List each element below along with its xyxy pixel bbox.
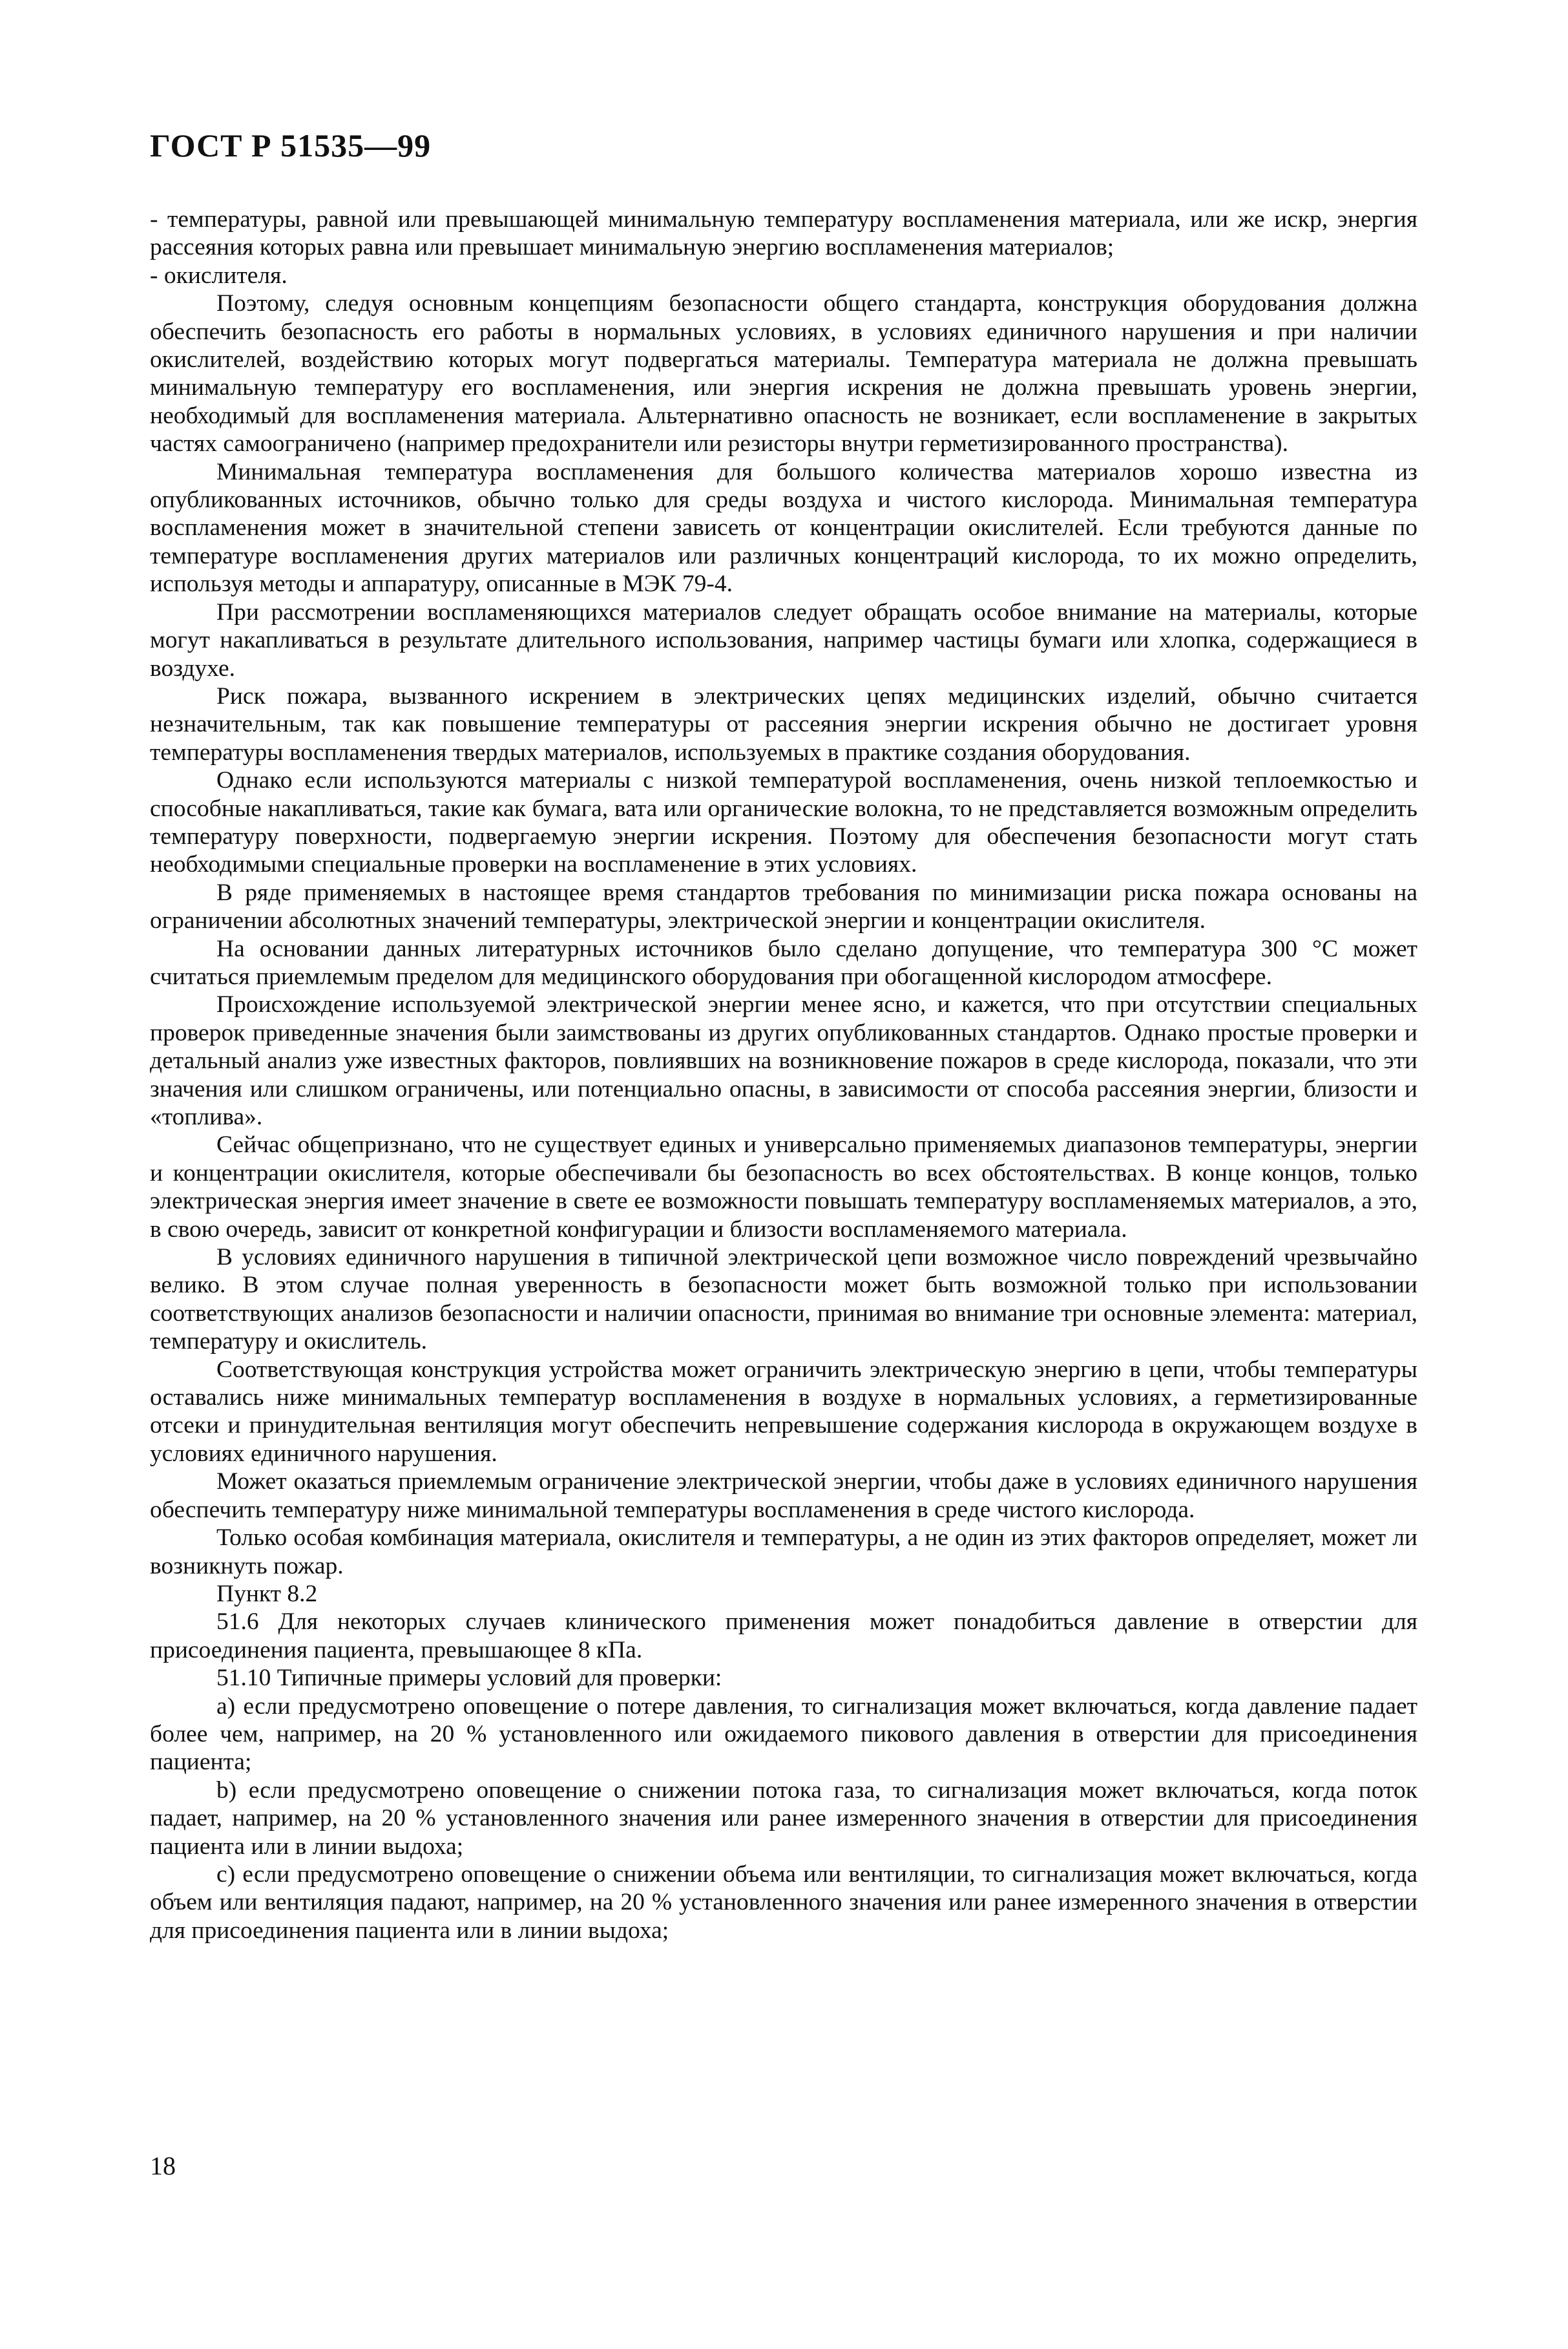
list-item-b: b) если предусмотрено оповещение о снижении потока газа, то сигнализация может включаться, когда поток падает, например, на 20 % установленного значения или ранее измеренного значения в отверстии для присоединения пациента или в линии выдоха; [150, 1776, 1417, 1860]
paragraph-oxidizer-item: - окислителя. [150, 262, 287, 289]
paragraph: В условиях единичного нарушения в типичной электрической цепи возможное число повреждений чрезвычайно велико. В этом случае полная уверенность в безопасности может быть возможной только при использовании соответствующих анализов безопасности и наличии опасности, принимая во внимание три основные элемента: материал, температуру и окислитель. [150, 1244, 1417, 1355]
section-reference: Пункт 8.2 [216, 1580, 318, 1607]
paragraph: Сейчас общепризнано, что не существует единых и универсально применяемых диапазонов температуры, энергии и концентрации окислителя, которые обеспечивали бы безопасность во всех обстоятельствах. В конце концов, только электрическая энергия имеет значение в свете ее возможности повышать температуру воспламеняемых материалов, а это, в свою очередь, зависит от конкретной конфигурации и близости воспламеняемого материала. [150, 1132, 1417, 1243]
paragraph: Риск пожара, вызванного искрением в электрических цепях медицинских изделий, обычно считается незначительным, так как повышение температуры от рассеяния энергии искрения обычно не достигает уровня температуры воспламенения твердых материалов, используемых в практике создания оборудования. [150, 682, 1417, 766]
paragraph: Минимальная температура воспламенения для большого количества материалов хорошо известна из опубликованных источников, обычно только для среды воздуха и чистого кислорода. Минимальная температура воспламенения может в значительной степени зависеть от концентрации окислителей. Если требуются данные по температуре воспламенения других материалов или различных концентраций кислорода, то их можно определить, используя методы и аппаратуру, описанные в МЭК 79-4. [150, 458, 1417, 598]
paragraph: Происхождение используемой электрической энергии менее ясно, и кажется, что при отсутствии специальных проверок приведенные значения были заимствованы из других опубликованных стандартов. Однако простые проверки и детальный анализ уже известных факторов, повлиявших на возникновение пожаров в среде кислорода, показали, что эти значения или слишком ограничены, или потенциально опасны, в зависимости от способа рассеяния энергии, близости и «топлива». [150, 991, 1417, 1130]
paragraph: Только особая комбинация материала, окислителя и температуры, а не один из этих факторов определяет, может ли возникнуть пожар. [150, 1524, 1417, 1579]
list-item-a: а) если предусмотрено оповещение о потере давления, то сигнализация может включаться, когда давление падает более чем, например, на 20 % установленного или ожидаемого пикового давления в отверстии для присоединения пациента; [150, 1692, 1417, 1776]
clause-51-10: 51.10 Типичные примеры условий для проверки: [216, 1665, 722, 1692]
paragraph: Может оказаться приемлемым ограничение электрической энергии, чтобы даже в условиях единичного нарушения обеспечить температуру ниже минимальной температуры воспламенения в среде чистого кислорода. [150, 1468, 1417, 1523]
paragraph: Однако если используются материалы с низкой температурой воспламенения, очень низкой теплоемкостью и способные накапливаться, такие как бумага, вата или органические волокна, то не представляется возможным определить температуру поверхности, подвергаемую энергии искрения. Поэтому для обеспечения безопасности могут стать необходимыми специальные проверки на воспламенение в этих условиях. [150, 767, 1417, 878]
document-body [150, 205, 1417, 1944]
paragraph: Соответствующая конструкция устройства может ограничить электрическую энергию в цепи, чтобы температуры оставались ниже минимальных температур воспламенения в воздухе в нормальных условиях, а герметизированные отсеки и принудительная вентиляция могут обеспечить непревышение содержания кислорода в окружающем воздухе в условиях единичного нарушения. [150, 1356, 1417, 1467]
paragraph: На основании данных литературных источников было сделано допущение, что температура 300 °С может считаться приемлемым пределом для медицинского оборудования при обогащенной кислородом атмосфере. [150, 935, 1417, 990]
clause-51-6: 51.6 Для некоторых случаев клинического применения может понадобиться давление в отверстии для присоединения пациента, превышающее 8 кПа. [150, 1608, 1417, 1663]
list-item-c: с) если предусмотрено оповещение о снижении объема или вентиляции, то сигнализация может включаться, когда объем или вентиляция падают, например, на 20 % установленного значения или ранее измеренного значения в отверстии для присоединения пациента или в линии выдоха; [150, 1860, 1417, 1944]
paragraph: Поэтому, следуя основным концепциям безопасности общего стандарта, конструкция оборудования должна обеспечить безопасность его работы в нормальных условиях, в условиях единичного нарушения и при наличии окислителей, воздействию которых могут подвергаться материалы. Температура материала не должна превышать минимальную температуру его воспламенения, или энергия искрения не должна превышать уровень энергии, необходимый для воспламенения материала. Альтернативно опасность не возникает, если воспламенение в закрытых частях самоограничено (например предохранители или резисторы внутри герметизированного пространства). [150, 290, 1417, 458]
page-number: 18 [150, 2151, 176, 2180]
paragraph: В ряде применяемых в настоящее время стандартов требования по минимизации риска пожара основаны на ограничении абсолютных значений температуры, электрической энергии и концентрации окислителя. [150, 879, 1417, 934]
paragraph-temperature-item: - температуры, равной или превышающей минимальную температуру воспламенения материала, или же искр, энергия рассеяния которых равна или превышает минимальную энергию воспламенения материалов; [150, 206, 1417, 261]
paragraph: При рассмотрении воспламеняющихся материалов следует обращать особое внимание на материалы, которые могут накапливаться в результате длительного использования, например частицы бумаги или хлопка, содержащиеся в воздухе. [150, 598, 1417, 682]
document-header-title: ГОСТ Р 51535—99 [150, 127, 432, 163]
